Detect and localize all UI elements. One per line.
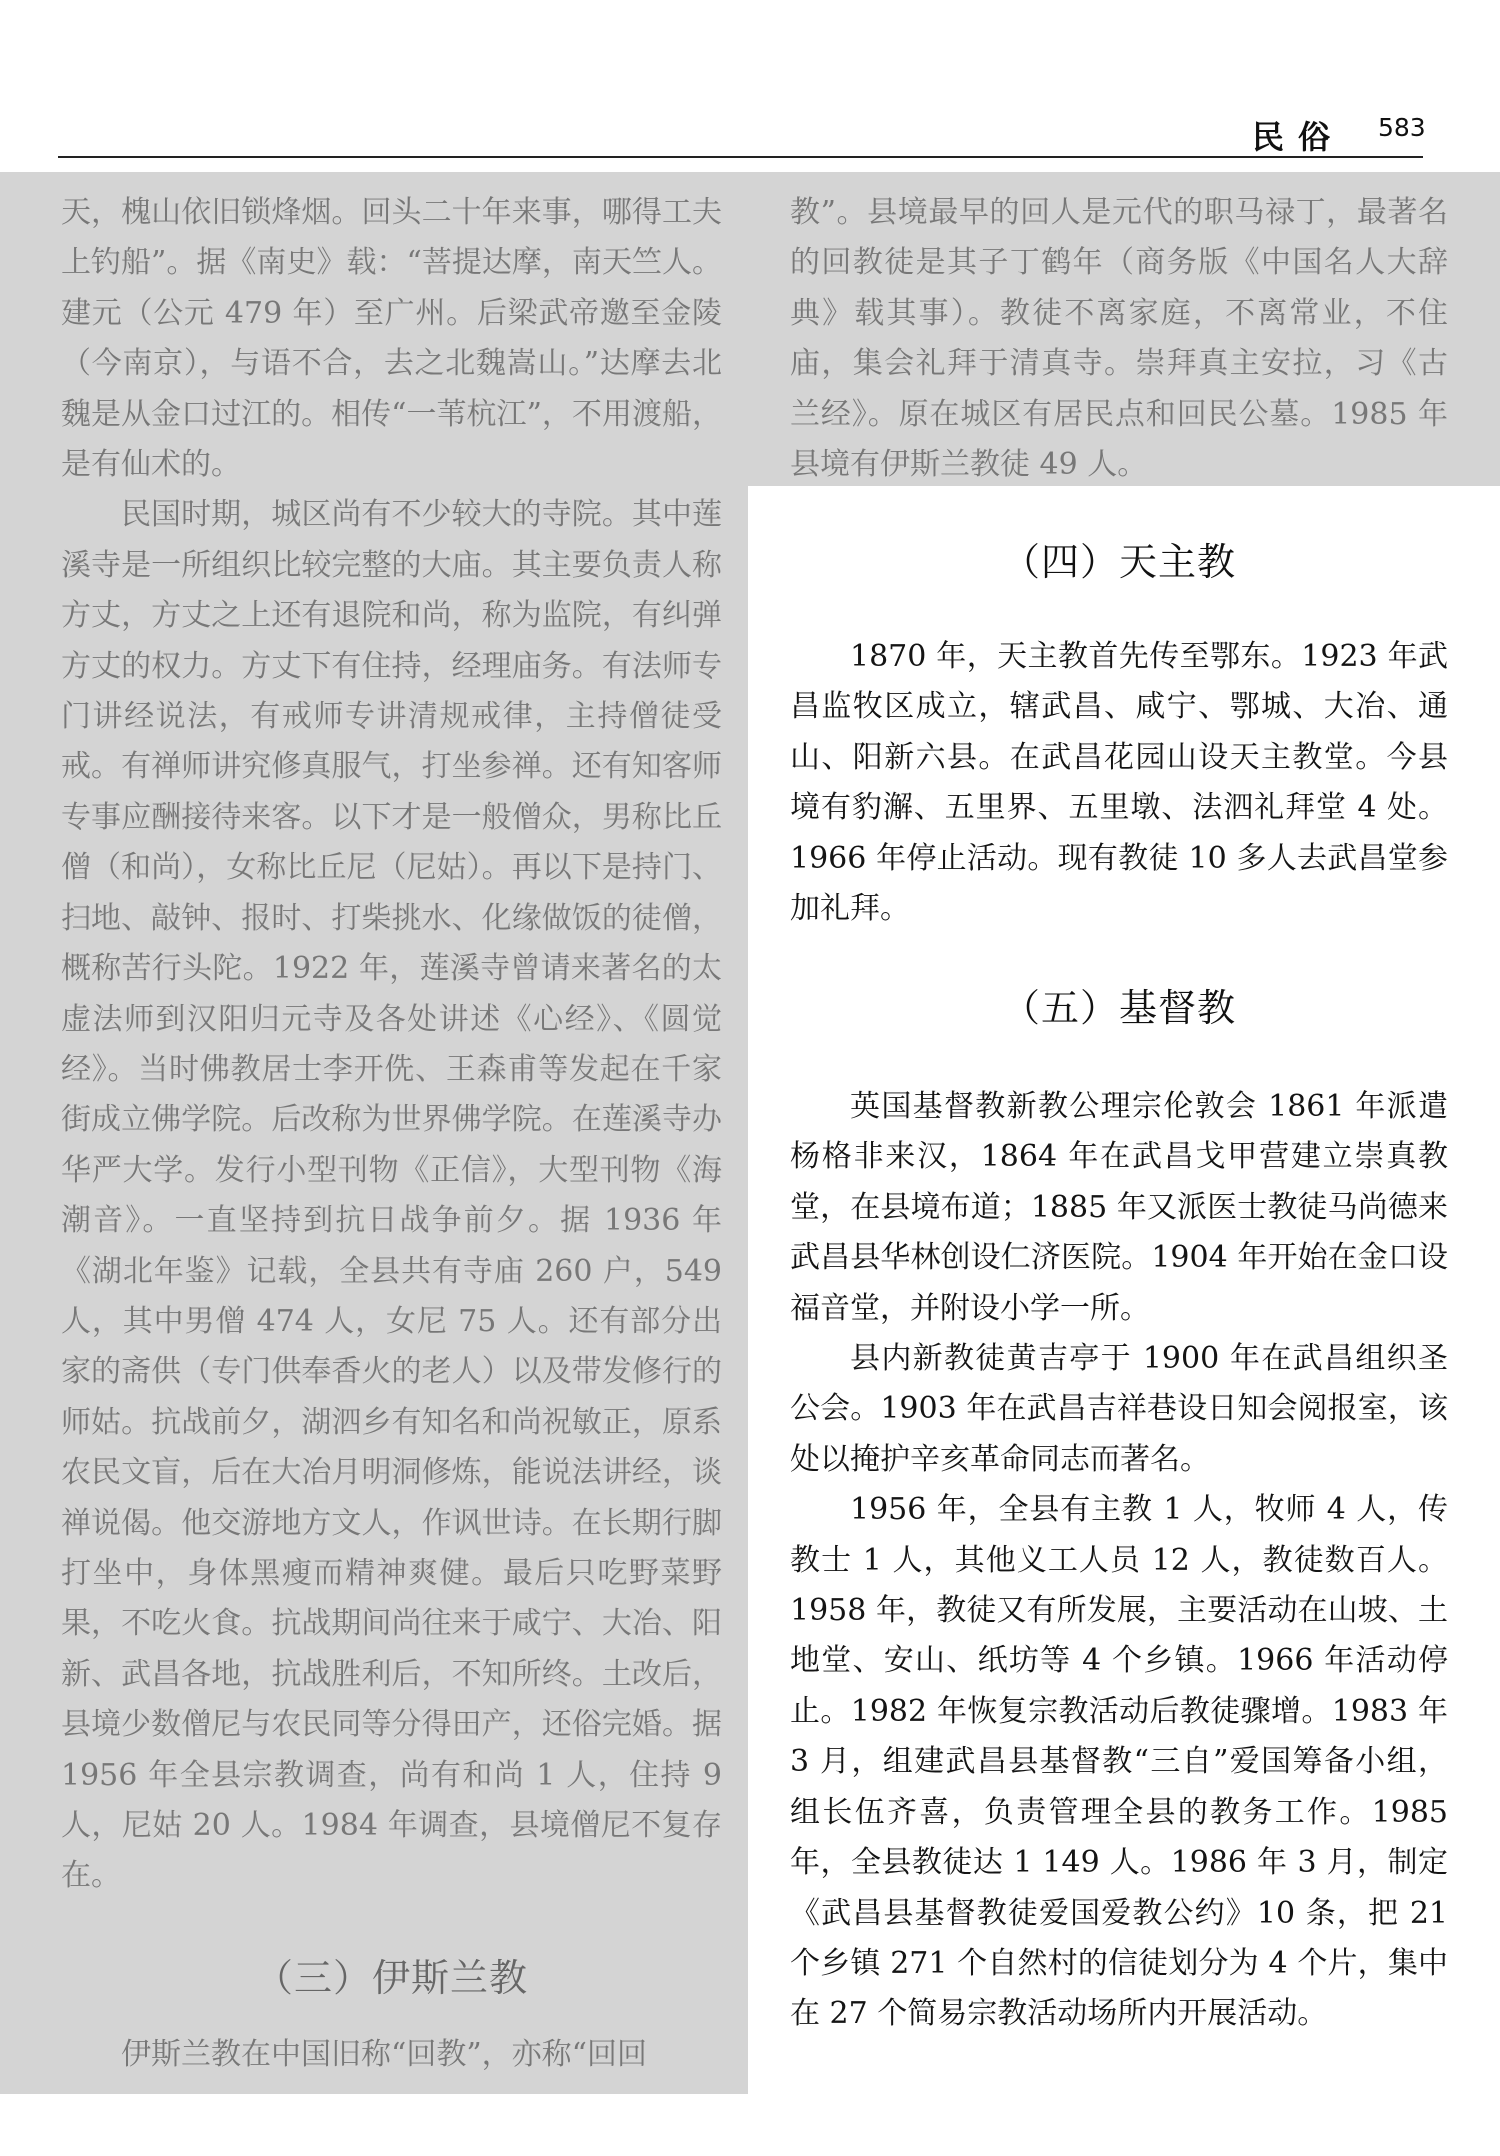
right-column-section4 — [790, 632, 1448, 934]
paragraph: 1956 年，全县有主教 1 人，牧师 4 人，传教士 1 人，其他义工人员 12 人，教徒数百人。1958 年，教徒又有所发展，主要活动在山坡、土地堂、安山、纸坊等 4 个乡镇。1966 年活动停止。1982 年恢复宗教活动后教徒骤增。1983 年 3 月，组建武昌县基督教“三自”爱国筹备小组，组长伍齐喜，负责管理全县的教务工作。1985 年，全县教徒达 1 149 人。1986 年 3 月，制定《武昌县基督教徒爱国爱教公约》10 条，把 21 个乡镇 271 个自然村的信徒划分为 4 个片，集中在 27 个简易宗教活动场所内开展活动。 — [790, 1492, 1448, 2032]
paragraph: 英国基督教新教公理宗伦敦会 1861 年派遣杨格非来汉，1864 年在武昌戈甲营建立崇真教堂，在县境布道；1885 年又派医士教徒马尚德来武昌县华林创设仁济医院。1904 年开始在金口设福音堂，并附设小学一所。 — [790, 1089, 1448, 1326]
paragraph: 教”。县境最早的回人是元代的职马禄丁，最著名的回教徒是其子丁鹤年（商务版《中国名人大辞典》载其事）。教徒不离家庭，不离常业，不住庙，集会礼拜于清真寺。崇拜真主安拉，习《古兰经》。原在城区有居民点和回民公墓。1985 年县境有伊斯兰教徒 49 人。 — [790, 195, 1448, 483]
header-rule — [58, 156, 1423, 158]
paragraph: 县内新教徒黄吉亭于 1900 年在武昌组织圣公会。1903 年在武昌吉祥巷设日知会阅报室，该处以掩护辛亥革命同志而著名。 — [790, 1341, 1448, 1477]
left-column-tail — [61, 2030, 722, 2080]
right-column-section5 — [790, 1082, 1448, 2040]
running-header-title: 民俗 — [1252, 118, 1345, 156]
paragraph: 1870 年，天主教首先传至鄂东。1923 年武昌监牧区成立，辖武昌、咸宁、鄂城、大冶、通山、阳新六县。在武昌花园山设天主教堂。今县境有豹澥、五里界、五里墩、法泗礼拜堂 4 处。1966 年停止活动。现有教徒 10 多人去武昌堂参加礼拜。 — [790, 639, 1448, 927]
left-column — [61, 188, 722, 1902]
paragraph: 伊斯兰教在中国旧称“回教”，亦称“回回 — [121, 2037, 648, 2072]
section-title-christianity: （五）基督教 — [1001, 986, 1236, 1030]
page-number: 583 — [1378, 113, 1426, 142]
section-title-catholicism: （四）天主教 — [1001, 540, 1236, 584]
paragraph: 天，槐山依旧锁烽烟。回头二十年来事，哪得工夫上钓船”。据《南史》载：“菩提达摩，南天竺人。建元（公元 479 年）至广州。后梁武帝邀至金陵（今南京），与语不合，去之北魏嵩山。”达摩去北魏是从金口过江的。相传“一苇杭江”，不用渡船，是有仙术的。 — [61, 195, 722, 483]
paragraph: 民国时期，城区尚有不少较大的寺院。其中莲溪寺是一所组织比较完整的大庙。其主要负责人称方丈，方丈之上还有退院和尚，称为监院，有纠弹方丈的权力。方丈下有住持，经理庙务。有法师专门讲经说法，有戒师专讲清规戒律，主持僧徒受戒。有禅师讲究修真服气，打坐参禅。还有知客师专事应酬接待来客。以下才是一般僧众，男称比丘僧（和尚），女称比丘尼（尼姑）。再以下是持门、扫地、敲钟、报时、打柴挑水、化缘做饭的徒僧，概称苦行头陀。1922 年，莲溪寺曾请来著名的太虚法师到汉阳归元寺及各处讲述《心经》、《圆觉经》。当时佛教居士李开侁、王森甫等发起在千家街成立佛学院。后改称为世界佛学院。在莲溪寺办华严大学。发行小型刊物《正信》，大型刊物《海潮音》。一直坚持到抗日战争前夕。据 1936 年《湖北年鉴》记载，全县共有寺庙 260 户，549 人，其中男僧 474 人，女尼 75 人。还有部分出家的斋供（专门供奉香火的老人）以及带发修行的师姑。抗战前夕，湖泗乡有知名和尚祝敏正，原系农民文盲，后在大冶月明洞修炼，能说法讲经，谈禅说偈。他交游地方文人，作讽世诗。在长期行脚打坐中，身体黑瘦而精神爽健。最后只吃野菜野果，不吃火食。抗战期间尚往来于咸宁、大冶、阳新、武昌各地，抗战胜利后，不知所终。土改后，县境少数僧尼与农民同等分得田产，还俗完婚。据 1956 年全县宗教调查，尚有和尚 1 人，住持 9 人，尼姑 20 人。1984 年调查，县境僧尼不复存在。 — [61, 497, 722, 1894]
section-title-islam: （三）伊斯兰教 — [254, 1956, 528, 2000]
right-column-continuation — [790, 188, 1448, 490]
